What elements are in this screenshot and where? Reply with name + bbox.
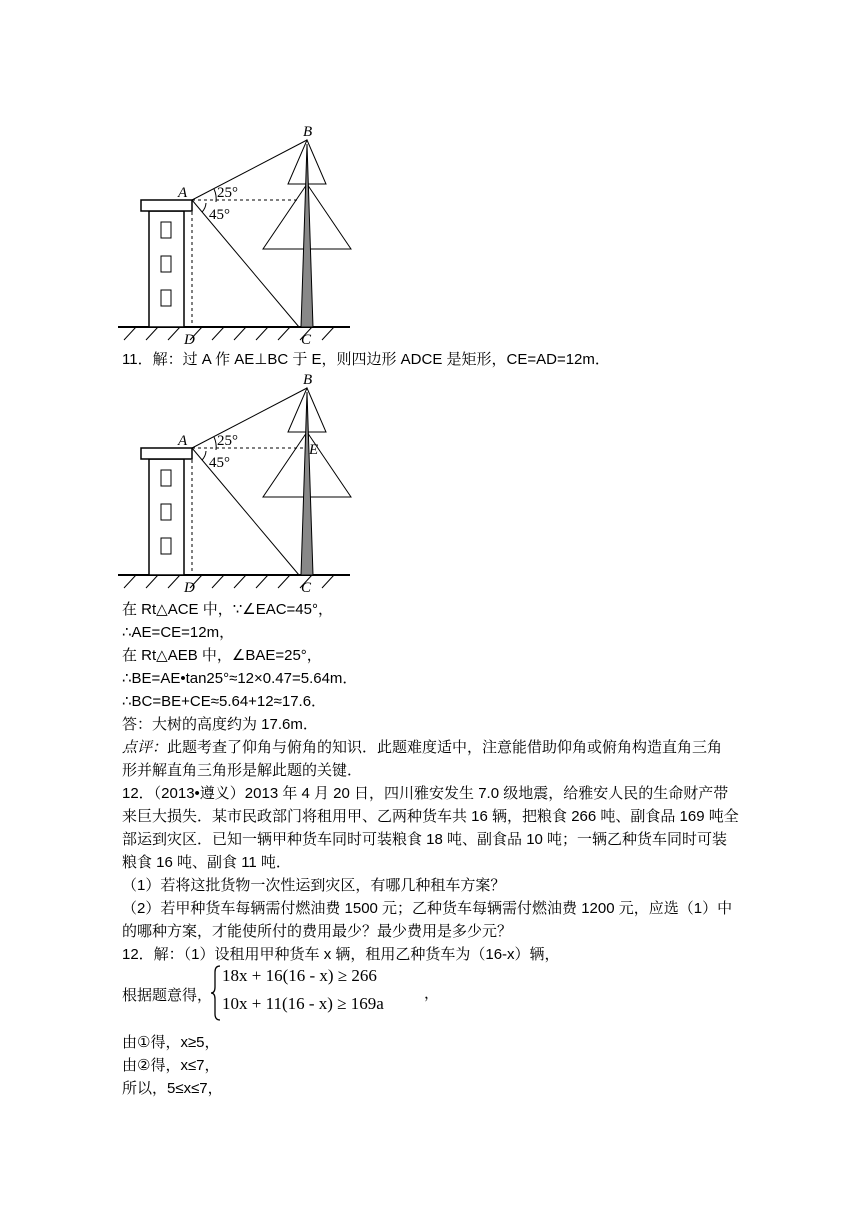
comment-text: 此题考查了仰角与俯角的知识．此题难度适中，注意能借助仰角或俯角构造直角三角 bbox=[167, 739, 723, 756]
angle-arc-45 bbox=[202, 451, 206, 460]
label-angle-45: 45° bbox=[209, 455, 230, 471]
tree-trunk bbox=[301, 144, 313, 327]
label-B: B bbox=[303, 372, 313, 388]
line-AB bbox=[192, 140, 307, 200]
text-line: 在 Rt△ACE 中，∵∠EAC=45°， bbox=[122, 601, 333, 618]
label-C: C bbox=[301, 580, 312, 596]
figure-2 bbox=[118, 372, 358, 602]
comment-label: 点评： bbox=[122, 739, 168, 756]
system-label: 根据题意得， bbox=[122, 987, 213, 1004]
label-A: A bbox=[178, 433, 188, 449]
label-E: E bbox=[309, 442, 319, 458]
building bbox=[149, 459, 184, 575]
label-angle-25: 25° bbox=[217, 433, 238, 449]
question-2: （2）若甲种货车每辆需付燃油费 1500 元；乙种货车每辆需付燃油费 1200 元，应选（1）中 bbox=[122, 900, 733, 917]
building-roof bbox=[141, 448, 192, 459]
line-AB bbox=[192, 388, 307, 448]
solution-12-intro: 12．解：（1）设租用甲种货车 x 辆，租用乙种货车为（16-x）辆， bbox=[122, 946, 560, 963]
answer-line: 答：大树的高度约为 17.6m． bbox=[122, 716, 318, 733]
text-line: ∴BC=BE+CE≈5.64+12≈17.6． bbox=[122, 693, 327, 710]
text-line: 在 Rt△AEB 中，∠BAE=25°， bbox=[122, 647, 322, 664]
left-brace-icon bbox=[210, 964, 222, 1022]
building-roof bbox=[141, 200, 192, 211]
problem-12-line: 粮食 16 吨、副食 11 吨． bbox=[122, 854, 291, 871]
question-1: （1）若将这批货物一次性运到灾区，有哪几种租车方案？ bbox=[122, 877, 506, 894]
figure-1 bbox=[118, 122, 358, 352]
text-line: 由②得，x≤7， bbox=[122, 1057, 220, 1074]
label-angle-45: 45° bbox=[209, 207, 230, 223]
building bbox=[149, 211, 184, 327]
figure-2-svg bbox=[118, 372, 358, 597]
problem-12-line: 12．（2013•遵义）2013 年 4 月 20 日，四川雅安发生 7.0 级地震，给雅安人民的生命财产带 bbox=[122, 785, 729, 802]
label-D: D bbox=[184, 580, 195, 596]
figure-1-svg bbox=[118, 122, 358, 347]
inequality-1: 18x + 16(16 - x) ≥ 266 bbox=[222, 966, 377, 985]
text-line: 由①得，x≥5， bbox=[122, 1034, 220, 1051]
text-line: 所以，5≤x≤7， bbox=[122, 1080, 223, 1097]
angle-arc-25 bbox=[214, 189, 216, 202]
inequality-2: 10x + 11(16 - x) ≥ 169a bbox=[222, 994, 384, 1013]
comment-line bbox=[122, 738, 722, 758]
text-line: 形并解直角三角形是解此题的关键． bbox=[122, 762, 363, 779]
text-line: ∴AE=CE=12m， bbox=[122, 624, 235, 641]
label-B: B bbox=[303, 124, 313, 140]
label-C: C bbox=[301, 332, 312, 347]
angle-arc-25 bbox=[214, 437, 216, 450]
problem-12-line: 部运到灾区．已知一辆甲种货车同时可装粮食 18 吨、副食品 10 吨；一辆乙种货车同时可装 bbox=[122, 831, 728, 848]
label-D: D bbox=[184, 332, 195, 347]
question-2: 的哪种方案，才能使所付的费用最少？最少费用是多少元？ bbox=[122, 923, 513, 940]
system-comma: ， bbox=[424, 985, 440, 1002]
angle-arc-45 bbox=[202, 203, 206, 212]
label-A: A bbox=[178, 185, 188, 201]
text-line: ∴BE=AE•tan25°≈12×0.47=5.64m． bbox=[122, 670, 358, 687]
solution-11-intro: 11．解：过 A 作 AE⊥BC 于 E，则四边形 ADCE 是矩形，CE=AD=12m． bbox=[122, 351, 610, 368]
tree-trunk bbox=[301, 392, 313, 575]
label-angle-25: 25° bbox=[217, 185, 238, 201]
problem-12-line: 来巨大损失．某市民政部门将租用甲、乙两种货车共 16 辆，把粮食 266 吨、副食品 169 吨全 bbox=[122, 808, 739, 825]
